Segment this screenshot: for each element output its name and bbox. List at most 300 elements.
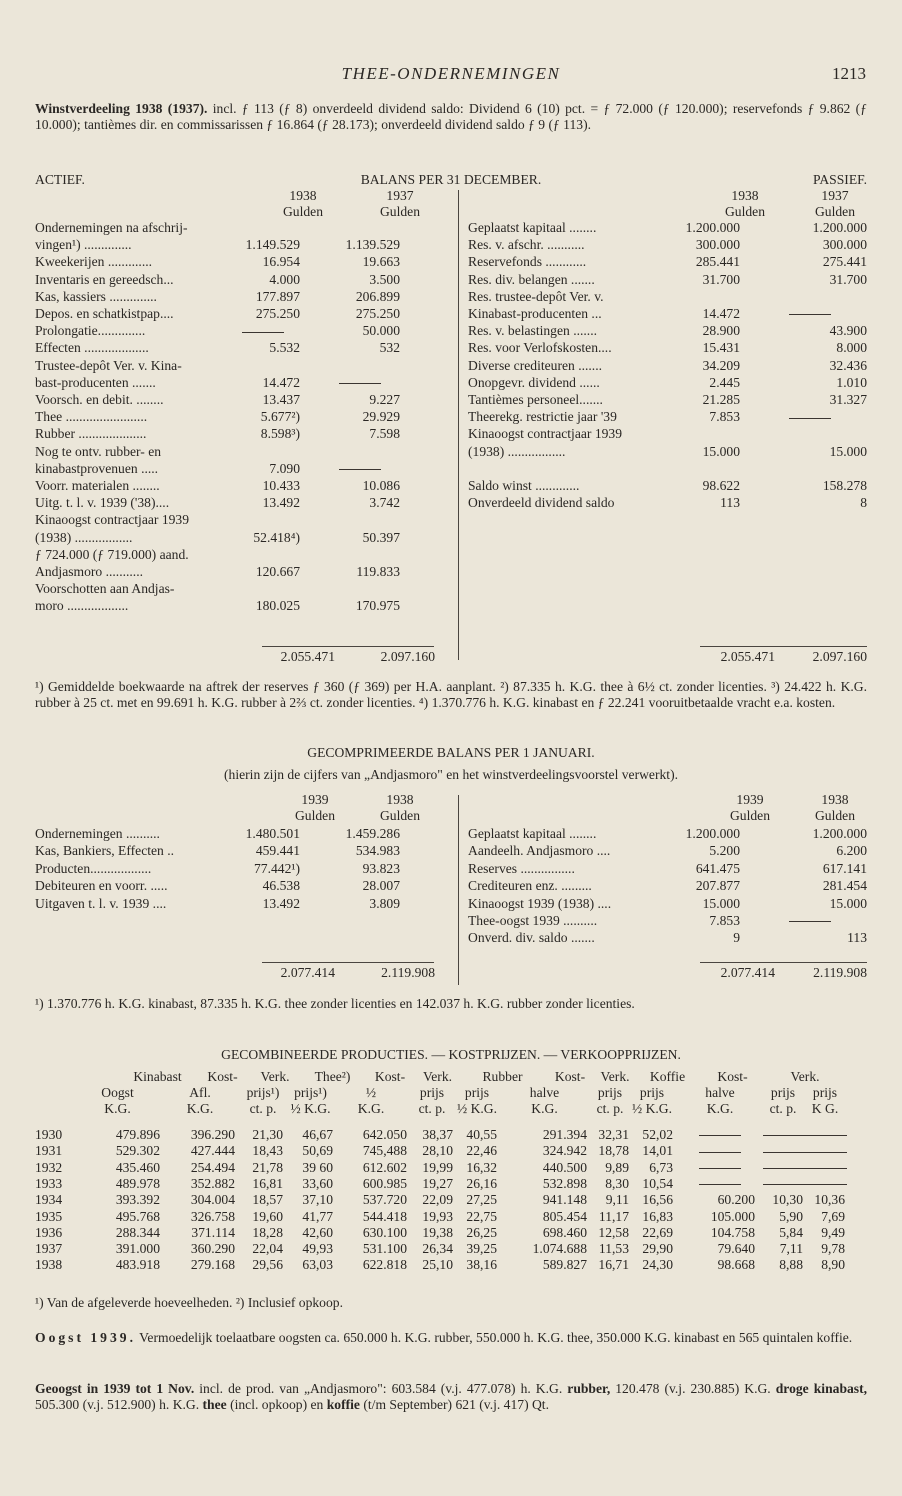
table-cell [805, 1160, 845, 1176]
table-cell: 25,10 [422, 1257, 453, 1273]
col-head: Verk. [790, 1069, 820, 1084]
ledger-row [468, 878, 868, 895]
ledger-label: Kinaoogst contractjaar 1939 [35, 512, 190, 528]
balans-divider [458, 190, 459, 660]
ledger-row [35, 409, 455, 426]
gc-unit-b-left: Gulden [379, 808, 421, 823]
producties-table [35, 1069, 880, 1289]
ledger-value-previous: 29.929 [362, 409, 400, 425]
balans-total-rule-left [262, 646, 434, 647]
ledger-label: Prolongatie.............. [35, 323, 146, 339]
table-cell [805, 1127, 845, 1143]
table-cell: 37,10 [302, 1192, 333, 1208]
row-year: 1930 [35, 1127, 63, 1142]
table-cell: 279.168 [190, 1257, 235, 1273]
balans-total-a-left: 2.055.471 [280, 649, 335, 664]
table-cell: 39 60 [302, 1159, 333, 1175]
table-cell: 16,32 [466, 1159, 497, 1175]
col-subhead: K G. [811, 1101, 839, 1116]
table-cell: 10,54 [642, 1175, 673, 1191]
table-cell: 8,88 [779, 1257, 803, 1273]
ledger-value-current: 1.480.501 [245, 826, 300, 841]
ledger-label: Depos. en schatkistpap.... [35, 306, 174, 321]
ledger-row [35, 878, 455, 895]
col-head: Kost- [717, 1069, 748, 1084]
col-subhead: ct. p. [596, 1101, 624, 1116]
col-subhead: Afl. [189, 1085, 211, 1100]
ledger-row [35, 254, 455, 271]
ledger-row [468, 340, 868, 357]
ledger-value-previous: 119.833 [356, 564, 400, 579]
table-cell: 18,78 [598, 1143, 629, 1159]
ledger-value-previous: 19.663 [362, 254, 400, 270]
col-subhead: Oogst [101, 1085, 134, 1100]
ledger-value-current: 120.667 [255, 564, 300, 579]
table-cell: 14,01 [642, 1143, 673, 1159]
table-cell: 22,04 [252, 1241, 283, 1257]
ledger-value-current: 9 [733, 930, 740, 946]
ledger-row [35, 306, 455, 323]
ledger-value-previous: 158.278 [822, 478, 867, 493]
table-cell: 79.640 [717, 1241, 755, 1257]
table-cell: 630.100 [362, 1224, 407, 1240]
ledger-value-current: 285.441 [695, 254, 740, 270]
gc-year-a-right: 1939 [736, 792, 764, 807]
ledger-label: Onverd. div. saldo ....... [468, 930, 595, 946]
winstverdeeling-label: Winstverdeeling 1938 (1937). [35, 101, 208, 116]
ledger-row [35, 581, 455, 598]
ledger-label: moro .................. [35, 598, 129, 614]
table-cell: 29,56 [252, 1257, 283, 1273]
ledger-row [468, 478, 868, 495]
gecompr-title-row [35, 745, 867, 761]
table-cell: 304.004 [190, 1192, 235, 1208]
table-cell: 483.918 [115, 1257, 160, 1273]
gc-unit-a-right: Gulden [729, 808, 771, 823]
producties-title-row [35, 1047, 867, 1063]
ledger-value-previous: 113 [847, 930, 867, 946]
table-cell [805, 1176, 845, 1192]
ledger-value-previous: 617.141 [822, 860, 867, 876]
table-cell: 60.200 [717, 1192, 755, 1208]
col-head: Thee²) [314, 1069, 351, 1084]
gecompr-footnote: ¹) 1.370.776 h. K.G. kinabast, 87.335 h. K.G. thee zonder licenties en 142.037 h. K.G. rubber zonder licenties. [35, 996, 635, 1011]
ledger-row [35, 323, 455, 340]
col-year-b-right: 1937 [821, 188, 849, 203]
ledger-row [468, 896, 868, 913]
table-cell: 941.148 [542, 1192, 587, 1208]
ledger-row [35, 340, 455, 357]
table-cell [685, 1176, 755, 1192]
table-cell: 698.460 [542, 1224, 587, 1240]
ledger-value-previous: 1.010 [836, 374, 867, 390]
table-cell: 33,60 [302, 1175, 333, 1191]
ledger-row [468, 306, 868, 323]
dash-mark [763, 1135, 805, 1136]
ledger-label: Res. v. afschr. ........... [468, 237, 585, 253]
row-year: 1931 [35, 1143, 63, 1159]
table-cell: 435.460 [115, 1159, 160, 1175]
col-head: Verk. [422, 1069, 453, 1084]
row-year: 1936 [35, 1224, 63, 1240]
table-cell [685, 1160, 755, 1176]
geoogst-text-4: (incl. opkoop) en [226, 1396, 327, 1412]
ledger-value-current: 13.492 [262, 495, 300, 511]
ledger-label: Inventaris en gereedsch... [35, 271, 174, 287]
dash-mark [763, 1168, 805, 1169]
ledger-value-previous: 300.000 [822, 237, 867, 253]
col-subhead: halve [705, 1085, 735, 1100]
table-cell: 29,90 [642, 1241, 673, 1257]
ledger-label: bast-producenten ....... [35, 374, 156, 390]
table-cell: 16,81 [252, 1175, 283, 1191]
ledger-value-previous: 50.397 [362, 529, 400, 545]
gecompr-total-rule-left [262, 962, 434, 963]
ledger-label: Kinaoogst 1939 (1938) .... [468, 895, 612, 911]
col-subhead: ½ K.G. [631, 1101, 673, 1116]
table-cell: 360.290 [190, 1241, 235, 1257]
ledger-label: Thee ........................ [35, 409, 148, 425]
ledger-value-previous: 8.000 [836, 340, 867, 356]
table-cell: 28,10 [422, 1143, 453, 1159]
gc-total-a-right: 2.077.414 [720, 965, 775, 980]
table-cell: 19,93 [422, 1208, 453, 1224]
ledger-value-previous: 31.327 [829, 392, 867, 407]
ledger-value-current: 5.532 [269, 340, 300, 356]
col-year-b-left: 1937 [386, 188, 414, 203]
row-year: 1935 [35, 1208, 63, 1224]
ledger-row [35, 861, 455, 878]
col-subhead: halve [529, 1085, 560, 1100]
ledger-value-previous [752, 306, 867, 322]
gc-unit-b-right: Gulden [814, 808, 856, 823]
ledger-value-previous: 15.000 [829, 443, 867, 459]
ledger-value-current: 14.472 [702, 306, 740, 321]
ledger-value-current: 13.437 [262, 392, 300, 407]
table-cell: 495.768 [115, 1208, 160, 1224]
ledger-row [468, 254, 868, 271]
table-cell: 352.882 [190, 1175, 235, 1191]
ledger-row [468, 358, 868, 375]
ledger-label: (1938) ................. [468, 443, 566, 459]
table-cell: 589.827 [542, 1257, 587, 1273]
oogst-label: Oogst 1939. [35, 1330, 136, 1345]
geoogst-rubber: rubber, [567, 1381, 611, 1396]
passief-label: PASSIEF. [813, 172, 867, 187]
gc-total-b-left: 2.119.908 [381, 965, 435, 980]
table-cell: 19,27 [422, 1175, 453, 1191]
ledger-value-previous: 170.975 [355, 598, 400, 614]
ledger-value-current: 641.475 [695, 860, 740, 876]
ledger-label: Theerekg. restrictie jaar '39 [468, 409, 617, 425]
col-unit-a-left: Gulden [282, 204, 324, 219]
table-cell: 18,57 [252, 1192, 283, 1208]
ledger-value-current: 7.853 [709, 409, 740, 425]
table-cell: 532.898 [542, 1175, 587, 1191]
geoogst-paragraph [35, 1381, 867, 1412]
ledger-row [35, 843, 455, 860]
ledger-value-previous: 32.436 [829, 357, 867, 373]
table-cell: 21,30 [252, 1127, 283, 1142]
table-cell: 104.758 [710, 1224, 755, 1240]
table-cell: 6,73 [649, 1159, 673, 1175]
dash-mark [339, 469, 381, 470]
table-cell [685, 1143, 755, 1159]
col-subhead: prijs [812, 1085, 838, 1100]
table-cell: 16,83 [642, 1208, 673, 1224]
table-cell: 32,31 [598, 1127, 629, 1142]
balans-unit-row [35, 204, 867, 220]
ledger-row [35, 495, 455, 512]
col-unit-a-right: Gulden [724, 204, 766, 219]
table-cell: 41,77 [302, 1208, 333, 1224]
table-cell: 22,46 [466, 1143, 497, 1159]
ledger-value-current: 459.441 [255, 843, 300, 859]
ledger-row [35, 444, 455, 461]
ledger-value-previous: 1.200.000 [812, 220, 867, 235]
ledger-row [35, 478, 455, 495]
table-cell: 18,28 [252, 1224, 283, 1240]
col-head: Verk. [600, 1069, 630, 1084]
ledger-row [468, 409, 868, 426]
col-head: Kost- [207, 1069, 238, 1084]
col-head: Kost- [374, 1069, 406, 1084]
col-subhead: K.G. [186, 1101, 214, 1116]
ledger-value-current: 2.445 [709, 374, 740, 390]
ledger-label: Res. div. belangen ....... [468, 271, 595, 287]
ledger-row [468, 861, 868, 878]
col-year-a-right: 1938 [731, 188, 759, 203]
ledger-row [468, 444, 868, 461]
ledger-label: ƒ 724.000 (ƒ 719.000) aand. [35, 546, 189, 562]
ledger-value-previous: 1.200.000 [812, 826, 867, 841]
ledger-value-current: 98.622 [702, 478, 740, 493]
gecompr-year-row [35, 792, 867, 808]
ledger-value-previous: 8 [860, 495, 867, 511]
gc-unit-a-left: Gulden [294, 808, 336, 823]
ledger-label: Debiteuren en voorr. ..... [35, 878, 168, 894]
ledger-label: Ondernemingen .......... [35, 826, 160, 841]
ledger-row [35, 272, 455, 289]
ledger-value-previous: 43.900 [829, 323, 867, 339]
balans-total-a-right: 2.055.471 [720, 649, 775, 664]
ledger-label: Uitgaven t. l. v. 1939 .... [35, 895, 167, 911]
ledger-label: Uitg. t. l. v. 1939 ('38).... [35, 495, 170, 511]
dash-mark [789, 921, 831, 922]
ledger-row [35, 375, 455, 392]
ledger-value-current: 275.250 [255, 306, 300, 321]
table-cell: 22,69 [642, 1224, 673, 1240]
col-subhead: K.G. [357, 1101, 385, 1116]
dash-mark [339, 383, 381, 384]
col-subhead: ½ K.G. [290, 1101, 331, 1116]
page-number: 1213 [832, 64, 866, 83]
ledger-label: Geplaatst kapitaal ........ [468, 220, 597, 235]
page-title: THEE-ONDERNEMINGEN [341, 64, 561, 83]
col-subhead: prijs [419, 1085, 445, 1100]
table-cell [763, 1127, 803, 1143]
col-subhead: prijs¹) [294, 1085, 327, 1100]
col-head: Verk. [260, 1069, 290, 1084]
col-head: Kinabast [133, 1069, 182, 1084]
ledger-label: Onopgevr. dividend ...... [468, 374, 600, 390]
table-cell: 49,93 [302, 1241, 333, 1257]
ledger-value-current: 28.900 [702, 323, 740, 339]
dash-mark [805, 1184, 847, 1185]
row-year: 1937 [35, 1241, 63, 1257]
table-cell: 42,60 [302, 1224, 333, 1240]
table-cell: 8,30 [605, 1175, 629, 1191]
table-cell: 11,17 [598, 1208, 629, 1224]
ledger-label: Res. v. belastingen ....... [468, 323, 597, 339]
col-subhead: ct. p. [249, 1101, 277, 1116]
ledger-value-previous: 7.598 [369, 426, 400, 442]
ledger-value-current [225, 323, 300, 339]
col-subhead: prijs [464, 1085, 490, 1100]
table-cell: 9,78 [821, 1241, 845, 1257]
ledger-label: Nog te ontv. rubber- en [35, 443, 162, 459]
table-cell: 600.985 [362, 1175, 407, 1191]
dash-mark [699, 1135, 741, 1136]
ledger-row [468, 461, 868, 478]
table-cell: 39,25 [466, 1241, 497, 1257]
col-unit-b-left: Gulden [379, 204, 421, 219]
table-cell: 479.896 [115, 1127, 160, 1142]
gc-total-b-right: 2.119.908 [813, 965, 867, 980]
col-subhead: prijs¹) [246, 1085, 280, 1100]
ledger-value-current: 52.418⁴) [253, 529, 300, 545]
ledger-value-current: 4.000 [269, 271, 300, 287]
table-cell: 21,78 [252, 1159, 283, 1175]
ledger-value-current: 15.000 [702, 895, 740, 911]
ledger-label: Tantièmes personeel....... [468, 392, 603, 407]
table-cell: 5,84 [779, 1224, 803, 1240]
table-cell: 38,16 [466, 1257, 497, 1273]
table-cell: 16,56 [642, 1192, 673, 1208]
ledger-row [468, 930, 868, 947]
table-cell: 9,11 [605, 1192, 629, 1208]
ledger-row [468, 220, 868, 237]
ledger-value-previous: 1.139.529 [345, 237, 400, 253]
gc-year-b-left: 1938 [386, 792, 414, 807]
table-cell: 612.602 [362, 1159, 407, 1175]
table-cell: 642.050 [362, 1127, 407, 1142]
ledger-value-current: 113 [720, 495, 740, 511]
ledger-value-current: 15.000 [702, 443, 740, 459]
table-cell: 38,37 [422, 1127, 453, 1142]
ledger-row [468, 913, 868, 930]
ledger-value-previous: 3.742 [369, 495, 400, 511]
table-cell: 291.394 [542, 1127, 587, 1142]
ledger-label: Reserves ................ [468, 860, 575, 876]
ledger-row [35, 547, 455, 564]
ledger-row [468, 843, 868, 860]
ledger-label: Reservefonds ............ [468, 254, 587, 270]
gecompr-subtitle: (hierin zijn de cijfers van „Andjasmoro" en het winstverdeelingsvoorstel verwerkt). [224, 767, 678, 782]
ledger-value-current: 21.285 [702, 392, 740, 407]
table-cell: 12,58 [598, 1224, 629, 1240]
table-cell: 52,02 [642, 1127, 673, 1142]
dash-mark [805, 1135, 847, 1136]
producties-footnote: ¹) Van de afgeleverde hoeveelheden. ²) Inclusief opkoop. [35, 1295, 343, 1310]
ledger-label: Kweekerijen ............. [35, 254, 153, 270]
geoogst-text-1: incl. de prod. van „Andjasmoro": 603.584 (v.j. 477.078) h. K.G. [194, 1381, 568, 1396]
table-cell: 9,49 [821, 1224, 845, 1240]
col-subhead: ½ K.G. [457, 1101, 498, 1116]
geoogst-text-5: (t/m September) 621 (v.j. 417) Qt. [359, 1396, 549, 1412]
ledger-row [468, 392, 868, 409]
ledger-row [35, 237, 455, 254]
ledger-value-previous: 1.459.286 [345, 826, 400, 841]
ledger-value-current: 1.149.529 [245, 237, 300, 253]
table-cell: 22,75 [466, 1208, 497, 1224]
table-cell: 531.100 [362, 1241, 407, 1257]
table-cell: 805.454 [542, 1208, 587, 1224]
table-cell: 105.000 [710, 1208, 755, 1224]
gc-year-a-left: 1939 [301, 792, 329, 807]
ledger-value-previous: 10.086 [362, 478, 400, 493]
table-cell: 24,30 [642, 1257, 673, 1273]
ledger-value-current: 77.442¹) [254, 860, 300, 876]
table-cell: 393.392 [115, 1192, 160, 1208]
ledger-value-previous: 9.227 [369, 392, 400, 407]
ledger-value-current: 7.853 [709, 913, 740, 928]
ledger-label: Kas, kassiers .............. [35, 288, 157, 304]
table-cell: 26,34 [422, 1241, 453, 1257]
ledger-label: Trustee-depôt Ver. v. Kina- [35, 357, 182, 373]
table-cell: 18,43 [252, 1143, 283, 1159]
page-header [0, 66, 902, 86]
ledger-value-current: 8.598³) [260, 426, 300, 442]
geoogst-kinabast: droge kinabast, [775, 1381, 868, 1396]
row-year: 1933 [35, 1175, 63, 1191]
ledger-value-previous: 275.250 [355, 306, 400, 321]
table-cell: 489.978 [115, 1175, 160, 1191]
oogst-paragraph [35, 1330, 867, 1346]
gecompr-title: GECOMPRIMEERDE BALANS PER 1 JANUARI. [307, 745, 595, 760]
col-subhead: prijs [597, 1085, 623, 1100]
ledger-label: Crediteuren enz. ......... [468, 878, 592, 894]
geoogst-koffie: koffie [326, 1396, 360, 1412]
ledger-value-previous: 281.454 [822, 878, 867, 894]
ledger-label: Kinabast-producenten ... [468, 306, 602, 321]
ledger-label: (1938) ................. [35, 529, 133, 545]
ledger-row [35, 289, 455, 306]
ledger-value-current: 207.877 [695, 878, 740, 894]
gecompr-subtitle-row [35, 767, 867, 783]
geoogst-text-3: 505.300 (v.j. 512.900) h. K.G. [35, 1396, 203, 1412]
ledger-value-current: 16.954 [262, 254, 300, 270]
gecompr-divider [458, 795, 459, 985]
row-year: 1934 [35, 1192, 63, 1208]
ledger-row [35, 564, 455, 581]
row-year: 1938 [35, 1257, 63, 1273]
balans-year-row [35, 188, 867, 204]
table-cell: 10,30 [772, 1192, 803, 1208]
winstverdeeling-text: incl. ƒ 113 (ƒ 8) onverdeeld dividend saldo: Dividend 6 (10) pct. = ƒ 72.000 (ƒ 120.000); reservefonds ƒ 9.862 (ƒ 10.000); tantièmes dir. en commissarissen ƒ 16.864 (ƒ 28.173); onverdeeld dividend saldo ƒ 9 (ƒ 113). [35, 101, 867, 132]
table-cell: 544.418 [362, 1208, 407, 1224]
table-cell: 27,25 [466, 1192, 497, 1208]
geoogst-label: Geoogst in 1939 tot 1 Nov. [35, 1381, 195, 1396]
table-cell: 22,09 [422, 1192, 453, 1208]
ledger-row [35, 426, 455, 443]
ledger-row [35, 358, 455, 375]
table-cell: 7,11 [779, 1241, 803, 1257]
ledger-value-current: 5.677²) [260, 409, 300, 425]
col-subhead: prijs [639, 1085, 665, 1100]
dash-mark [763, 1184, 805, 1185]
gecompr-total-rule-right [700, 962, 867, 963]
